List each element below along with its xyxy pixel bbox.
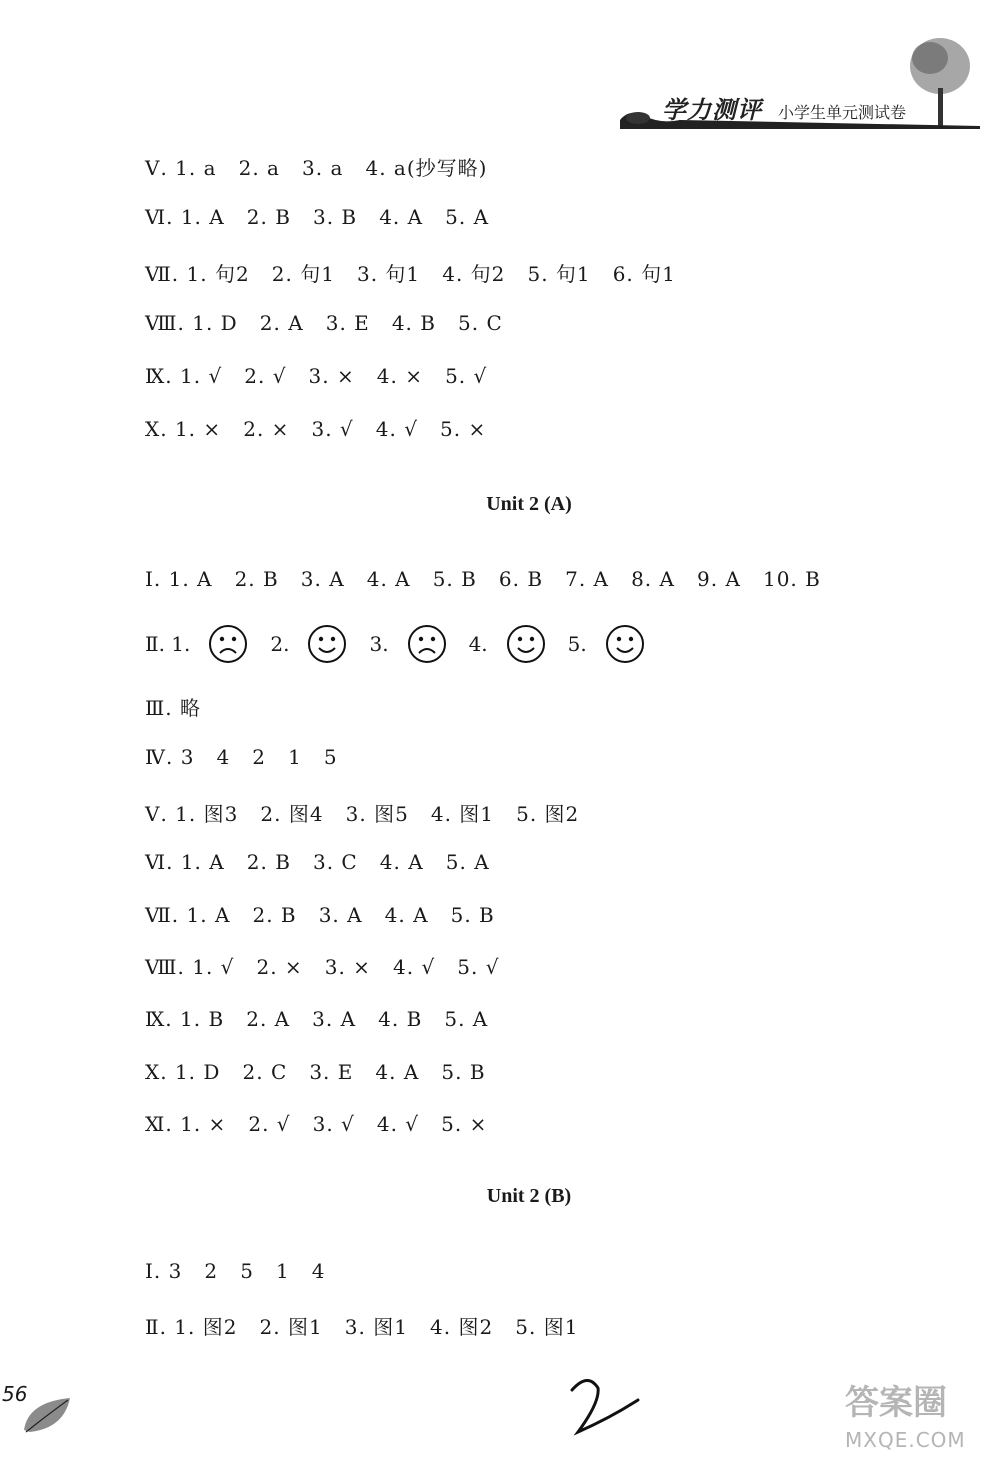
header-title: 学力测评 <box>662 96 762 124</box>
face-item-label: 4. <box>468 632 488 656</box>
face-item-label: 2. <box>270 632 290 656</box>
answer-line: Ⅷ. 1. √ 2. × 3. × 4. √ 5. √ <box>145 955 500 979</box>
answer-line: Ⅵ. 1. A 2. B 3. B 4. A 5. A <box>145 205 490 229</box>
answer-line: Ⅶ. 1. 句2 2. 句1 3. 句1 4. 句2 5. 句1 6. 句1 <box>145 262 676 286</box>
answer-line: Ⅴ. 1. 图3 2. 图4 3. 图5 4. 图1 5. 图2 <box>145 802 580 826</box>
answer-line: Ⅷ. 1. D 2. A 3. E 4. B 5. C <box>145 311 503 335</box>
answer-line: Ⅴ. 1. a 2. a 3. a 4. a(抄写略) <box>145 156 488 180</box>
answer-line: Ⅳ. 3 4 2 1 5 <box>145 745 338 769</box>
page-number: 56 <box>2 1382 28 1406</box>
book-header <box>600 28 980 138</box>
happy-face-icon <box>506 624 546 664</box>
answer-line: Ⅹ. 1. × 2. × 3. √ 4. √ 5. × <box>145 417 487 441</box>
face-item-label: Ⅱ. 1. <box>145 632 191 656</box>
answer-line: Ⅱ. 1. 图2 2. 图1 3. 图1 4. 图2 5. 图1 <box>145 1315 579 1339</box>
happy-face-icon <box>307 624 347 664</box>
watermark <box>845 1375 995 1460</box>
section-title-unit2-b: Unit 2 (B) <box>486 1185 572 1207</box>
answer-line: Ⅸ. 1. B 2. A 3. A 4. B 5. A <box>145 1007 489 1031</box>
section-title-unit2-a: Unit 2 (A) <box>486 493 572 515</box>
face-item-label: 3. <box>369 632 389 656</box>
leaf-icon <box>20 1392 75 1437</box>
handwritten-mark <box>560 1370 650 1444</box>
answer-line: Ⅰ. 1. A 2. B 3. A 4. A 5. B 6. B 7. A 8. A 9. A 10. B <box>145 567 821 591</box>
answer-line: Ⅲ. 略 <box>145 696 202 720</box>
header-subtitle: 小学生单元测试卷 <box>778 103 907 122</box>
answer-line: Ⅹ. 1. D 2. C 3. E 4. A 5. B <box>145 1060 486 1084</box>
watermark-url: MXQE.COM <box>845 1428 966 1452</box>
handwritten-two-icon <box>560 1370 650 1440</box>
answer-line: Ⅰ. 3 2 5 1 4 <box>145 1259 326 1283</box>
happy-face-icon <box>605 624 645 664</box>
face-item-label: 5. <box>567 632 587 656</box>
answer-line: Ⅵ. 1. A 2. B 3. C 4. A 5. A <box>145 850 490 874</box>
sad-face-icon <box>208 624 248 664</box>
watermark-logo: 答案圈 <box>845 1383 947 1423</box>
sad-face-icon <box>407 624 447 664</box>
answer-line: Ⅺ. 1. × 2. √ 3. √ 4. √ 5. × <box>145 1112 488 1136</box>
answer-line: Ⅸ. 1. √ 2. √ 3. × 4. × 5. √ <box>145 364 488 388</box>
answer-line: Ⅶ. 1. A 2. B 3. A 4. A 5. B <box>145 903 495 927</box>
face-answer-row <box>145 622 667 666</box>
